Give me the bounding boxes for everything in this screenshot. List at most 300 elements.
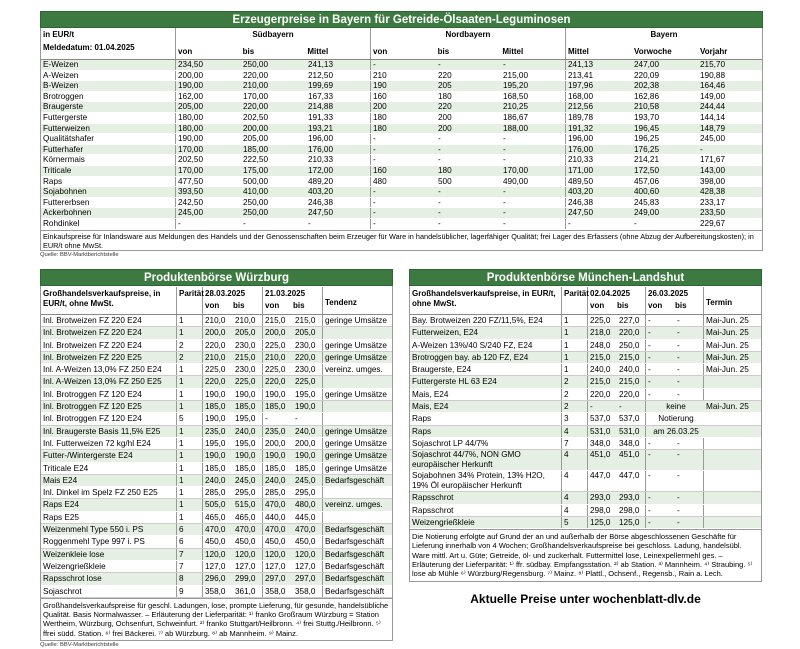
price-cell: 241,13 [306,60,371,70]
price-cell: 398,00 [700,176,726,186]
price-cell: 247,50 [568,208,594,218]
price-cell: 1 [562,352,588,363]
table-row [41,124,762,135]
price-cell: 127,0 [233,561,263,572]
price-cell: 185,0 [293,463,323,474]
termin-cell [704,517,761,528]
price-cell: 190 [373,81,387,91]
price-cell: 470,0 [265,500,286,510]
price-cell: 230,0 [233,364,263,375]
price-cell: 196,00 [306,134,371,144]
table-row [410,327,761,339]
product-name: E-Weizen [41,60,176,70]
col-von: von [648,300,663,310]
price-cell: 470,0 [265,525,286,535]
table-row [41,438,392,450]
product-name: Brotroggen [41,92,176,102]
table-row [41,487,392,499]
tendenz-cell: Bedarfsgeschäft [325,561,385,571]
price-cell: 235,0 [265,426,286,436]
product-name: Weizenmehl Type 550 i. PS [41,524,177,535]
product-name: Rapsschrot [410,505,562,516]
price-cell: - [648,340,651,350]
price-cell: 248,0 [590,340,611,350]
price-cell: - [438,144,441,154]
tendenz-cell [323,413,392,424]
col-tendenz: Tendenz [325,298,357,307]
table-row [410,401,761,413]
price-cell: 1 [177,475,203,486]
price-cell: 127,0 [293,561,323,572]
table-row [41,426,392,438]
price-cell: 215,0 [617,376,646,387]
price-cell: 233,17 [700,197,726,207]
source-label: Quelle: BBV-Marktberichtstelle [40,642,119,649]
price-cell: 210,58 [634,102,660,112]
price-cell: - [675,492,704,503]
price-cell: 447,0 [617,471,646,491]
price-cell: 120,0 [233,549,263,560]
product-name: Weizenkleie lose [41,549,177,560]
price-cell: 220,0 [205,340,226,350]
table-row [41,145,762,156]
tendenz-cell: Bedarfsgeschäft [325,586,385,596]
tendenz-cell [323,512,392,523]
price-cell: 220,0 [265,377,286,387]
product-name: Sojabohnen [41,187,176,197]
price-cell: 186,67 [501,113,566,123]
table-row [41,60,762,71]
col-paritaet: Parität [562,287,588,314]
product-name: A-Weizen [41,71,176,81]
price-cell: 195,0 [233,413,263,424]
tendenz-cell: Bedarfsgeschäft [325,475,385,485]
price-cell: 220,0 [617,389,646,400]
table-row [410,471,761,492]
table-row [41,102,762,113]
price-cell: 230,0 [293,340,323,351]
product-name: A-Weizen 13%/40 S/240 FZ, E24 [410,340,562,351]
price-cell: 8 [177,573,203,584]
price-cell: 120,0 [205,549,226,559]
price-cell: 457,06 [634,176,660,186]
price-cell: 200,0 [205,328,226,338]
price-cell: 185,0 [205,463,226,473]
price-cell: 240,0 [233,426,263,437]
price-cell: 190,0 [265,389,286,399]
tendenz-cell: geringe Umsätze [325,451,387,461]
wuerzburg-section [40,269,393,649]
price-cell: 190,0 [205,414,226,424]
price-cell: 148,79 [700,123,726,133]
price-cell: 403,20 [568,187,594,197]
price-cell: - [438,60,441,69]
price-cell: 185,0 [265,402,286,412]
price-cell: 195,0 [233,438,263,449]
col-vorwoche: Vorwoche [634,47,672,56]
price-cell: 212,56 [568,102,594,112]
price-cell: 205,00 [243,134,269,144]
product-name: Inl. Futterweizen 72 kg/hl E24 [41,438,177,449]
termin-cell: Mai-Jun. 25 [706,316,749,325]
col-von: von [178,47,193,56]
price-cell: - [438,187,441,197]
price-cell: 210,33 [306,155,371,165]
muenchen-rows [410,315,761,529]
tendenz-cell [323,327,392,338]
price-cell: - [373,155,376,165]
price-cell: 451,0 [617,450,646,470]
product-name: Mais, E24 [410,401,562,412]
price-cell: 200 [438,112,452,122]
price-cell: 189,78 [568,112,594,122]
col-von: von [205,300,220,310]
price-cell: 225,0 [265,340,286,350]
price-cell: 168,00 [568,91,594,101]
price-cell: - [243,218,246,228]
table-row [41,177,762,188]
price-cell: - [306,219,371,229]
product-name: Triticale E24 [41,463,177,474]
price-cell: 210,0 [233,315,263,326]
table-row [410,492,761,504]
price-cell: 250,00 [243,60,269,69]
table-row [41,198,762,209]
muenchen-title: Produktenbörse München-Landshut [409,269,762,286]
price-cell: 1 [562,315,588,326]
product-name: Mais E24 [41,475,177,486]
table-row [41,512,392,524]
price-cell: 1 [177,450,203,461]
product-name: Raps E25 [41,512,177,523]
price-cell: 144,14 [700,112,726,122]
price-cell: 170,00 [178,165,204,175]
price-cell: 190,00 [178,81,204,91]
table-row [410,352,761,364]
price-cell: 180,00 [178,123,204,133]
price-cell: 7 [177,561,203,572]
price-cell: 361,0 [233,586,263,597]
price-cell: 348,0 [590,438,611,448]
price-cell: 190,00 [178,134,204,144]
price-cell: 227,0 [617,315,646,326]
price-cell: - [675,438,704,449]
table-row [410,364,761,376]
price-cell: - [373,197,376,207]
price-cell: 537,0 [617,413,646,424]
termin-cell [704,413,761,424]
price-cell: 202,50 [243,112,269,122]
product-name: Weizengrießkleie [410,517,562,528]
price-cell: 297,0 [293,573,323,584]
price-cell: 245,0 [233,475,263,486]
price-cell: 400,60 [634,187,660,197]
col-product: Großhandelsverkaufspreise, in EUR/t, ohne MwSt. [410,287,562,314]
tendenz-cell: geringe Umsätze [325,389,387,399]
price-cell: 470,0 [293,524,323,535]
price-cell: 190,0 [233,450,263,461]
tendenz-cell: geringe Umsätze [325,340,387,350]
price-cell: 2 [562,376,588,387]
table-row [41,81,762,92]
price-cell: - [675,471,704,491]
erzeugerpreise-footnote: Einkaufspreise für Inlandsware aus Meldungen des Handels und der Genossenschaften beim Erzeuger für Ware in handelsüblicher, lagerfähiger Qualität; frei Lager des Erfassers (ohne Abzug der Aufbereitungskosten); in EUR/t ohne MwSt. [40,231,763,251]
price-cell: 200,0 [265,328,286,338]
price-cell: 9 [177,586,203,597]
price-cell: 293,0 [590,493,611,503]
termin-cell: Mai-Jun. 25 [706,402,749,412]
erzeugerpreise-title: Erzeugerpreise in Bayern für Getreide-Ölsaaten-Leguminosen [40,11,763,28]
price-cell: 212,50 [306,71,371,81]
wuerzburg-rows [41,315,392,598]
price-cell: 172,00 [306,166,371,176]
table-row [41,327,392,339]
price-cell: 298,0 [617,505,646,516]
product-name: Sojaschrot LP 44/7% [410,438,562,449]
table-row [410,505,761,517]
price-cell: - [675,389,704,400]
price-cell: 195,20 [501,81,566,91]
product-name: Mais, E24 [410,389,562,400]
price-cell: 205,0 [293,327,323,338]
product-name: Ackerbohnen [41,208,176,218]
wuerzburg-title: Produktenbörse Würzburg [40,269,393,286]
product-name: Futter-/Wintergerste E24 [41,450,177,461]
table-row [41,352,392,364]
price-cell: 450,0 [293,536,323,547]
price-cell: 465,0 [233,512,263,523]
price-cell: 1 [177,376,203,387]
product-name: Sojabohnen 34% Protein, 13% H2O, 19% Öl europäischer Herkunft [410,471,562,491]
price-cell: 500 [438,176,452,186]
price-cell: - [265,414,268,424]
price-cell: 125,0 [590,517,611,527]
price-cell: 193,70 [634,112,660,122]
price-cell: 180 [438,91,452,101]
price-cell: 293,0 [617,492,646,503]
price-cell: 220,0 [590,389,611,399]
product-name: Inl. Brotweizen FZ 220 E25 [41,352,177,363]
price-cell: 470,0 [205,525,226,535]
table-row [410,517,761,529]
price-cell: - [501,219,566,229]
price-cell: 240,0 [590,365,611,375]
tendenz-cell [323,401,392,412]
price-cell: - [648,493,651,503]
price-cell: 199,69 [306,81,371,91]
termin-cell: Mai-Jun. 25 [706,352,749,362]
tendenz-cell: geringe Umsätze [325,463,387,473]
price-cell: 6 [177,524,203,535]
product-name: Raps [41,177,176,187]
price-cell: 450,0 [205,537,226,547]
product-name: Raps [410,426,562,437]
termin-cell [704,492,761,503]
price-cell: 127,0 [265,561,286,571]
table-row [41,536,392,548]
price-cell: 220,09 [634,70,660,80]
price-cell: - [501,187,566,197]
price-cell: 1 [177,512,203,523]
col-mittel: Mittel [307,47,329,56]
price-cell: 451,0 [590,450,611,460]
price-cell: - [648,365,651,375]
col-von: von [590,300,605,310]
price-cell: 296,0 [205,574,226,584]
price-cell: - [675,505,704,516]
table-row [41,187,762,198]
price-cell: 225,0 [590,316,611,325]
price-cell: 465,0 [205,512,226,522]
unit-label: in EUR/t [43,30,75,39]
tendenz-cell: Bedarfsgeschäft [325,537,385,547]
product-name: Inl. A-Weizen 13,0% FZ 250 E25 [41,376,177,387]
price-cell: 285,0 [265,488,286,498]
price-cell: 215,70 [700,60,726,69]
price-cell: - [373,134,376,144]
price-cell: 164,46 [700,81,726,91]
price-cell: 410,00 [243,187,269,197]
product-name: Körnermais [41,155,176,165]
col-termin: Termin [706,298,733,307]
price-cell: 5 [177,413,203,424]
termin-cell [704,450,761,470]
promo-link[interactable]: Aktuelle Preise unter wochenblatt-dlv.de [470,592,701,606]
price-cell: - [675,364,704,375]
price-cell: 2 [177,340,203,351]
price-cell: 249,00 [634,208,660,218]
wuerzburg-note: Großhandelsverkaufspreise für geschl. Ladungen, lose, prompte Lieferung, für gesunde, handelsübliche Qualität. Basis Normalwasser. – Erläuterung der Lieferparität: ¹⁾ franko Großraum Würzburg = Station Wertheim, Würzburg, Ochsenfurt, Schweinfurt. ²⁾ franko Stuttgart/Heilbronn. ⁴⁾ frei Stuttg./Heilbronn. ⁵⁾ ffrei südd. Station. ⁶⁾ frei Bäckerei. ⁷⁾ ab Würzburg. ⁸⁾ ab Mannheim. ⁹⁾ Mainz. [40,599,393,641]
price-cell: - [501,145,566,155]
price-cell: 185,00 [243,144,269,154]
price-cell: 195,0 [205,438,226,448]
price-cell: 185,0 [233,463,263,474]
price-cell: 1 [562,364,588,375]
price-cell: 193,21 [306,124,371,134]
price-cell: 489,50 [568,176,594,186]
price-cell: 358,0 [265,586,286,596]
wuerzburg-header [41,286,392,315]
price-cell: 190,0 [233,389,263,400]
product-name: Sojaschrot [41,586,177,597]
price-cell: 170,00 [501,166,566,176]
price-cell: 4 [562,426,588,437]
price-cell: - [648,352,651,362]
product-name: Rapsschrot lose [41,573,177,584]
price-cell: - [648,450,651,460]
price-cell: 240,0 [265,475,286,485]
price-cell: 160 [373,91,387,101]
price-cell: am 26.03.25 [653,426,699,436]
price-cell: 235,0 [205,426,226,436]
price-cell: 299,0 [233,573,263,584]
table-row [41,113,762,124]
price-cell: 241,13 [568,60,594,69]
price-cell: 477,50 [178,176,204,186]
price-cell: - [675,315,704,326]
product-name: Inl. Brotroggen FZ 120 E25 [41,401,177,412]
col-vorjahr: Vorjahr [700,47,728,56]
product-name: Weizengrießkleie [41,561,177,572]
price-cell: keine [666,402,686,412]
col-date-2: 26.03.2025 [648,289,689,298]
price-cell: 450,0 [265,537,286,547]
price-cell: 1 [177,315,203,326]
table-row [410,413,761,425]
price-cell: 210,33 [568,155,594,165]
price-cell: - [648,389,651,399]
termin-cell [704,426,761,437]
price-cell: 230,0 [233,340,263,351]
table-row [410,340,761,352]
product-name: Futtergerste HL 63 E24 [410,376,562,387]
col-paritaet: Parität [177,287,203,314]
price-cell: - [675,450,704,470]
product-name: Triticale [41,166,176,176]
tendenz-cell: geringe Umsätze [325,438,387,448]
group-bayern: Bayern [650,30,678,39]
price-cell: 240,0 [205,475,226,485]
price-cell: 180 [373,123,387,133]
report-date: Meldedatum: 01.04.2025 [43,43,135,52]
price-cell: 190,0 [293,450,323,461]
price-cell: - [438,208,441,218]
table-row [41,561,392,573]
price-cell: - [501,208,566,218]
col-bis: bis [242,47,255,56]
product-name: Inl. Brotroggen FZ 120 E24 [41,413,177,424]
price-cell: 1 [562,327,588,338]
price-cell: 247,00 [634,60,660,69]
price-cell: 4 [562,492,588,503]
table-row [41,524,392,536]
table-row [41,389,392,401]
termin-cell [704,471,761,491]
price-cell: 247,50 [306,208,371,218]
group-nordbayern: Nordbayern [445,30,491,39]
price-cell: 220,0 [205,377,226,387]
price-cell: 225,0 [265,365,286,375]
price-cell: 225,0 [293,376,323,387]
erzeugerpreise-rows [41,60,762,230]
price-cell: 185,0 [265,463,286,473]
table-row [41,155,762,166]
price-cell: 244,44 [700,102,726,112]
col-bis: bis [437,47,450,56]
price-cell: 127,0 [205,561,226,571]
table-row [41,166,762,177]
product-name: Bay. Brotweizen 220 FZ/11,5%, E24 [410,315,562,326]
col-product: Großhandelsverkaufspreise, in EUR/t, ohne MwSt. [41,287,177,314]
table-row [41,549,392,561]
price-cell: 7 [177,549,203,560]
product-name: Inl. A-Weizen 13,0% FZ 250 E24 [41,364,177,375]
price-cell: 197,96 [568,81,594,91]
price-cell: 200 [438,123,452,133]
price-cell: 143,00 [700,165,726,175]
price-cell: 500,00 [243,176,269,186]
price-cell: 205,0 [233,327,263,338]
col-von: von [265,300,280,310]
price-cell: 180 [373,112,387,122]
price-cell: - [648,438,651,448]
price-cell: 167,33 [306,92,371,102]
product-name: Braugerste, E24 [410,364,562,375]
price-cell: 4 [562,471,588,491]
price-cell: 348,0 [617,438,646,449]
price-cell: 234,50 [178,60,204,69]
price-cell: 120,0 [265,549,286,559]
